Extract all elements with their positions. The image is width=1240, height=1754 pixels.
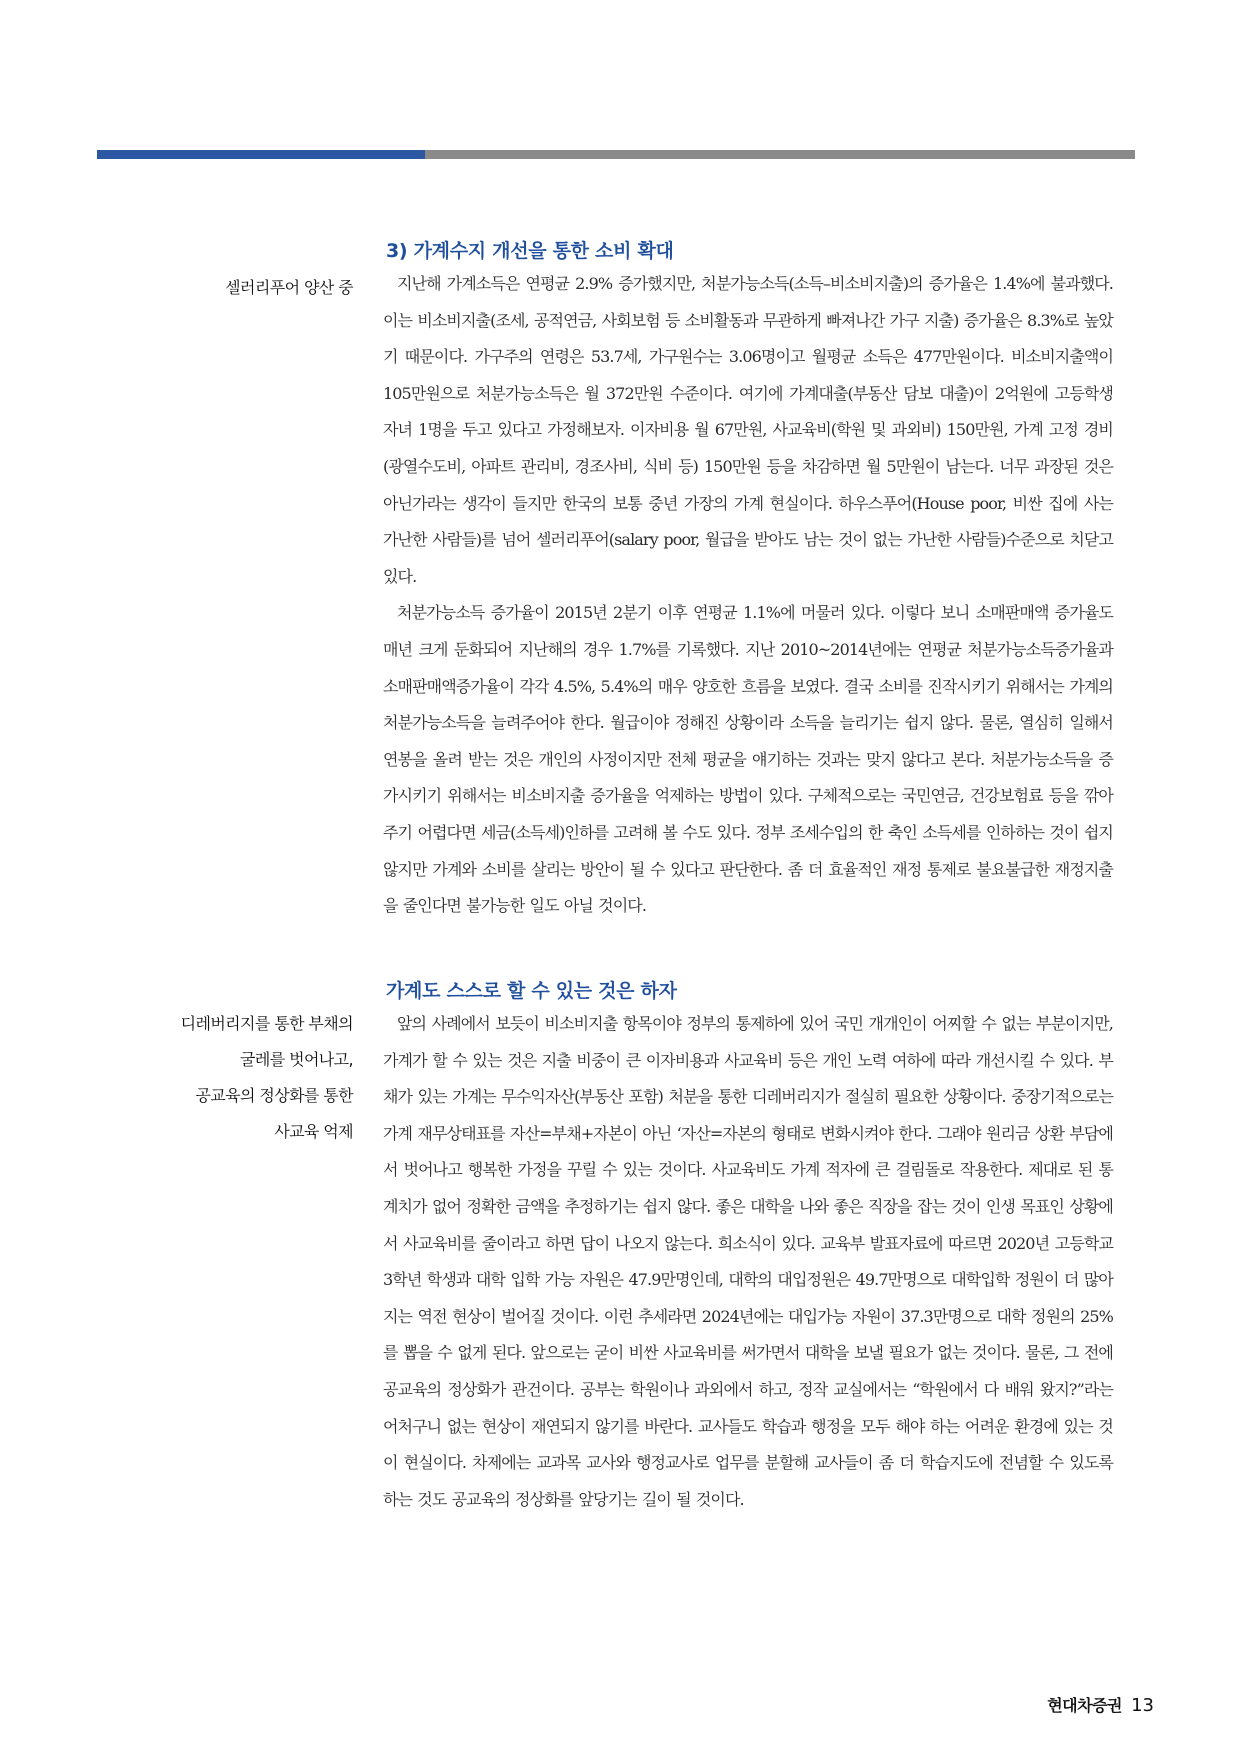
header-rule-accent (97, 150, 425, 159)
side-note-line: 사교육 억제 (274, 1122, 353, 1141)
section-heading-consumption: 3) 가계수지 개선을 통한 소비 확대 (386, 240, 674, 262)
side-note-line: 공교육의 정상화를 통한 (195, 1086, 353, 1105)
footer-brand: 현대차증권 (1047, 1696, 1122, 1715)
section-heading-household: 가계도 스스로 할 수 있는 것은 하자 (386, 980, 677, 1002)
side-note-line: 굴레를 벗어나고, (240, 1050, 353, 1069)
side-note-line: 셀러리푸어 양산 중 (225, 278, 353, 297)
header-rule-gray (425, 150, 1135, 159)
page-number: 13 (1131, 1695, 1154, 1716)
body-paragraph: 지난해 가계소득은 연평균 2.9% 증가했지만, 처분가능소득(소득–비소비지출)의 증가율은 1.4%에 불과했다. 이는 비소비지출(조세, 공적연금, 사회보험 등 소비활동과 무관하게 빠져나간 가구 지출) 증가율은 8.3%로 높았기 때문이다. 가구주의 연령은 53.7세, 가구원수는 3.06명이고 월평균 소득은 477만원이다. 비소비지출액이 105만원으로 처분가능소득은 월 372만원 수준이다. 여기에 가계대출(부동산 담보 대출)이 2억원에 고등학생 자녀 1명을 두고 있다고 가정해보자. 이자비용 월 67만원, 사교육비(학원 및 과외비) 150만원, 가계 고정 경비(광열수도비, 아파트 관리비, 경조사비, 식비 등) 150만원 등을 차감하면 월 5만원이 남는다. 너무 과장된 것은 아닌가라는 생각이 들지만 한국의 보통 중년 가장의 가계 현실이다. 하우스푸어(House poor, 비싼 집에 사는 가난한 사람들)를 넘어 셀러리푸어(salary poor, 월급을 받아도 남는 것이 없는 가난한 사람들)수준으로 치닫고 있다. (383, 274, 1113, 586)
section-body-consumption (383, 266, 1113, 925)
page-footer (1047, 1693, 1154, 1716)
side-note-line: 디레버리지를 통한 부채의 (180, 1014, 353, 1033)
side-note-salary-poor (123, 270, 353, 306)
section-body-household (383, 1006, 1113, 1518)
body-paragraph: 앞의 사례에서 보듯이 비소비지출 항목이야 정부의 통제하에 있어 국민 개개인이 어찌할 수 없는 부분이지만, 가계가 할 수 있는 것은 지출 비중이 큰 이자비용과 사교육비 등은 개인 노력 여하에 따라 개선시킬 수 있다. 부채가 있는 가계는 무수익자산(부동산 포함) 처분을 통한 디레버리지가 절실히 필요한 상황이다. 중장기적으로는 가계 재무상태표를 자산=부채+자본이 아닌 ‘자산=자본의 형태로 변화시켜야 한다. 그래야 원리금 상환 부담에서 벗어나고 행복한 가정을 꾸릴 수 있는 것이다. 사교육비도 가계 적자에 큰 걸림돌로 작용한다. 제대로 된 통계치가 없어 정확한 금액을 추정하기는 쉽지 않다. 좋은 대학을 나와 좋은 직장을 잡는 것이 인생 목표인 상황에서 사교육비를 줄이라고 하면 답이 나오지 않는다. 희소식이 있다. 교육부 발표자료에 따르면 2020년 고등학교 3학년 학생과 대학 입학 가능 자원은 47.9만명인데, 대학의 대입정원은 49.7만명으로 대학입학 정원이 더 많아지는 역전 현상이 벌어질 것이다. 이런 추세라면 2024년에는 대입가능 자원이 37.3만명으로 대학 정원의 25%를 뽑을 수 없게 된다. 앞으로는 굳이 비싼 사교육비를 써가면서 대학을 보낼 필요가 없는 것이다. 물론, 그 전에 공교육의 정상화가 관건이다. 공부는 학원이나 과외에서 하고, 정작 교실에서는 “학원에서 다 배워 왔지?”라는 어처구니 없는 현상이 재연되지 않기를 바란다. 교사들도 학습과 행정을 모두 해야 하는 어려운 환경에 있는 것이 현실이다. 차제에는 교과목 교사와 행정교사로 업무를 분할해 교사들이 좀 더 학습지도에 전념할 수 있도록 하는 것도 공교육의 정상화를 앞당기는 길이 될 것이다. (383, 1014, 1113, 1509)
body-paragraph: 처분가능소득 증가율이 2015년 2분기 이후 연평균 1.1%에 머물러 있다. 이렇다 보니 소매판매액 증가율도 매년 크게 둔화되어 지난해의 경우 1.7%를 기록했다. 지난 2010~2014년에는 연평균 처분가능소득증가율과 소매판매액증가율이 각각 4.5%, 5.4%의 매우 양호한 흐름을 보였다. 결국 소비를 진작시키기 위해서는 가계의 처분가능소득을 늘려주어야 한다. 월급이야 정해진 상황이라 소득을 늘리기는 쉽지 않다. 물론, 열심히 일해서 연봉을 올려 받는 것은 개인의 사정이지만 전체 평균을 얘기하는 것과는 맞지 않다고 본다. 처분가능소득을 증가시키기 위해서는 비소비지출 증가율을 억제하는 방법이 있다. 구체적으로는 국민연금, 건강보험료 등을 깎아주기 어렵다면 세금(소득세)인하를 고려해 볼 수도 있다. 정부 조세수입의 한 축인 소득세를 인하하는 것이 쉽지 않지만 가계와 소비를 살리는 방안이 될 수 있다고 판단한다. 좀 더 효율적인 재정 통제로 불요불급한 재정지출을 줄인다면 불가능한 일도 아닐 것이다. (383, 603, 1113, 916)
side-note-deleverage (123, 1006, 353, 1150)
header-rule (97, 150, 1135, 159)
